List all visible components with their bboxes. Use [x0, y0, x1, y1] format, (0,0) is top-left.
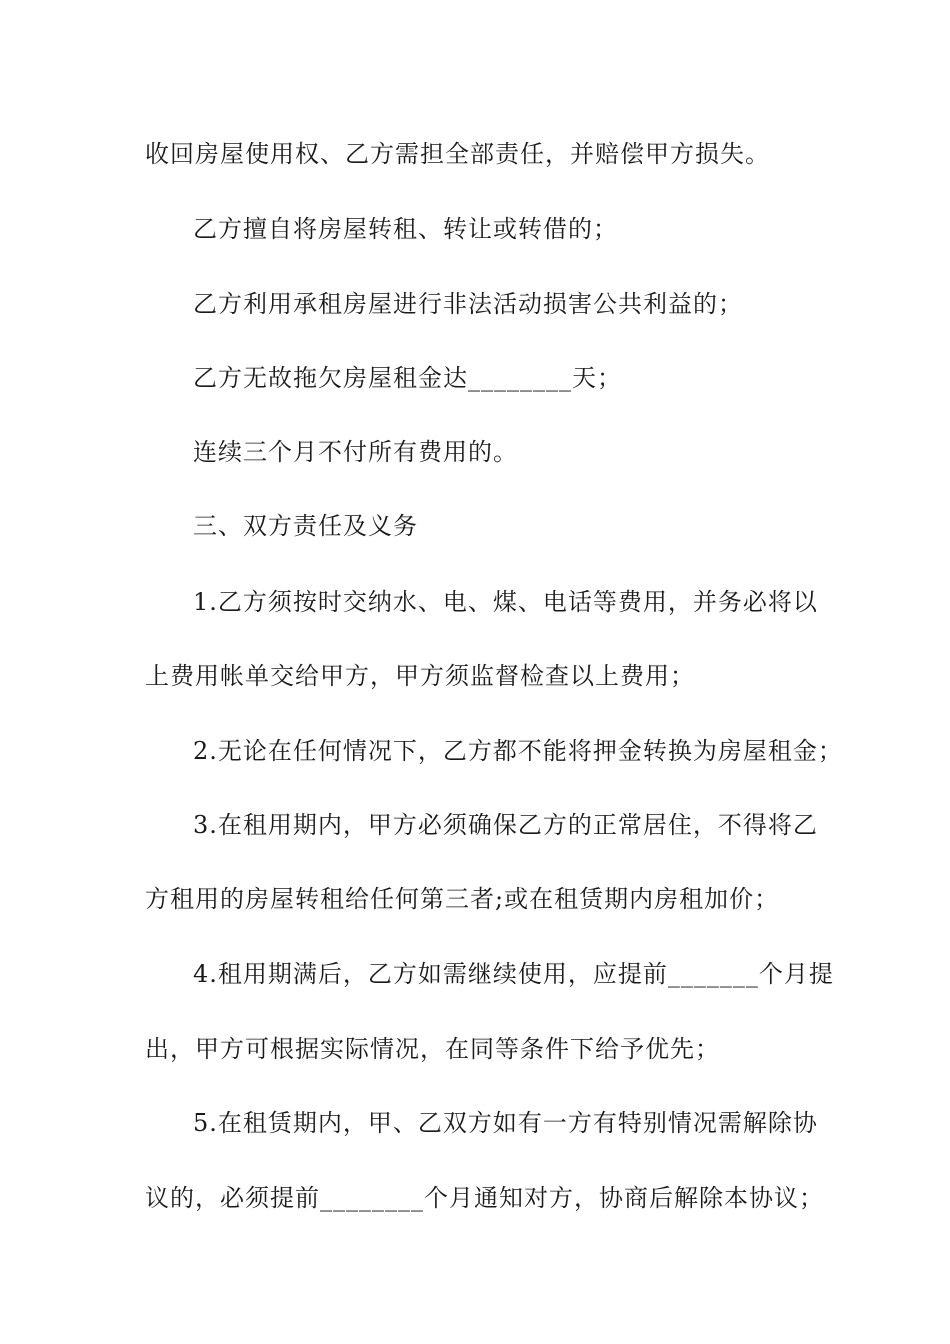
text-line: 乙方无故拖欠房屋租金达________天； [193, 364, 622, 392]
section-heading: 三、双方责任及义务 [193, 512, 418, 540]
text-line: 4.租用期满后，乙方如需继续使用，应提前_______个月提 [193, 960, 834, 988]
text-line: 收回房屋使用权、乙方需担全部责任，并赔偿甲方损失。 [145, 140, 770, 168]
text-line: 乙方擅自将房屋转租、转让或转借的； [193, 215, 618, 243]
text-line: 2.无论在任何情况下，乙方都不能将押金转换为房屋租金； [193, 737, 843, 765]
text-line: 连续三个月不付所有费用的。 [193, 438, 518, 466]
text-line: 议的，必须提前________个月通知对方，协商后解除本协议； [145, 1184, 824, 1212]
text-line: 5.在租赁期内，甲、乙双方如有一方有特别情况需解除协 [193, 1109, 818, 1137]
text-line: 3.在租用期内，甲方必须确保乙方的正常居住，不得将乙 [193, 811, 818, 839]
text-line: 上费用帐单交给甲方，甲方须监督检查以上费用； [145, 662, 695, 690]
text-line: 出，甲方可根据实际情况，在同等条件下给予优先； [145, 1035, 720, 1063]
text-line: 方租用的房屋转租给任何第三者;或在租赁期内房租加价； [145, 885, 780, 913]
text-line: 1.乙方须按时交纳水、电、煤、电话等费用，并务必将以 [193, 588, 818, 616]
text-line: 乙方利用承租房屋进行非法活动损害公共利益的； [193, 290, 743, 318]
